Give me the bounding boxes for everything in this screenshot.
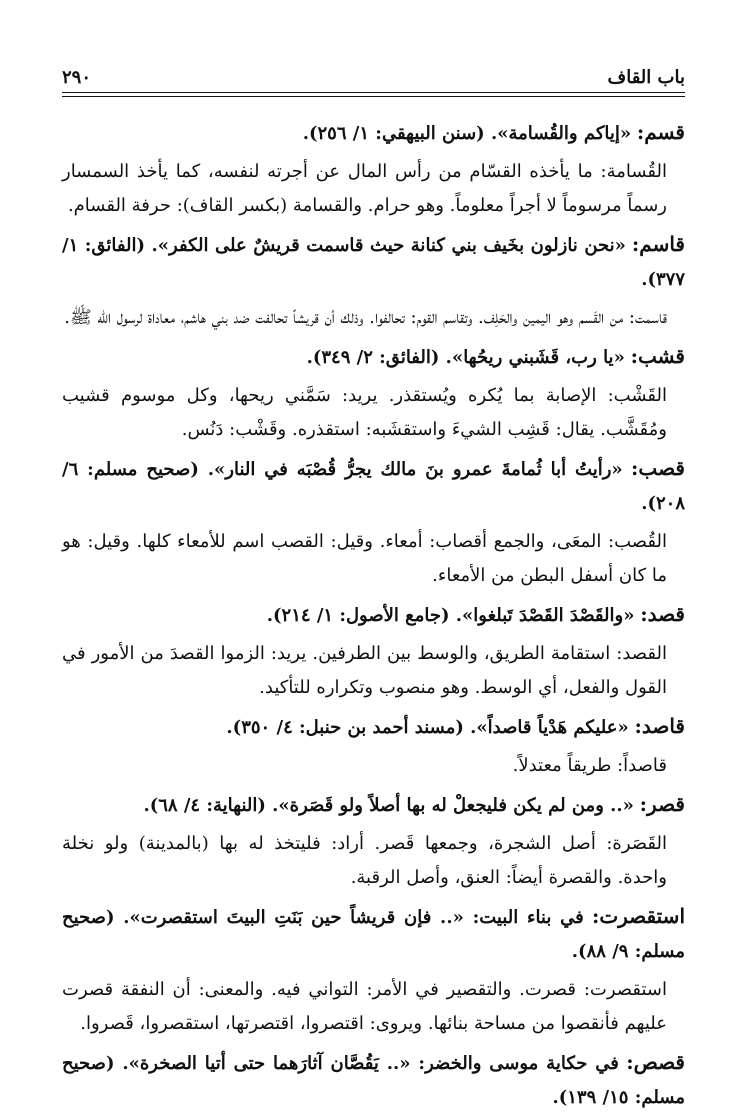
hadith-text: في حكاية موسى والخضر: «.. يَقُصَّان آثارَهما حتى أتيا الصخرة». (صحيح مسلم: ١٥/ ١٣٩). — [62, 1053, 685, 1108]
hadith-text: في بناء البيت: «.. فإن قريشاً حين بَنَتِ البيتَ استقصرت». (صحيح مسلم: ٩/ ٨٨). — [62, 907, 685, 962]
entry-qasd — [62, 597, 685, 633]
entry-qasama — [62, 115, 685, 151]
entry-qasid — [62, 709, 685, 745]
entry-istaqsarat — [62, 899, 685, 969]
headword: قصب: — [631, 456, 685, 480]
hadith-text: «عليكم هَدْياً قاصداً». (مسند أحمد بن حنبل: ٤/ ٣٥٠). — [226, 717, 629, 738]
definition: القَشْب: الإصابة بما يُكره ويُستقذر. يريد: سَمَّني ريحها، وكل موسوم قشيب ومُقَشَّب. يقال: قَشِب الشيءَ واستقشَبه: استقذره. وقَشْب: دَنُس. — [62, 385, 667, 440]
headword: قاصد: — [634, 714, 685, 738]
chapter-title: باب القاف — [607, 67, 685, 88]
headword: قشب: — [630, 344, 685, 368]
running-header — [62, 60, 685, 88]
definition: القَصَرة: أصل الشجرة، وجمعها قَصر. أراد: فليتخذ له بها (بالمدينة) ولو نخلة واحدة. والقصرة أيضاً: العنق، وأصل الرقبة. — [62, 833, 667, 888]
header-rule-secondary — [62, 96, 685, 97]
headword: قاسم: — [631, 232, 685, 256]
page-body — [62, 115, 685, 1115]
entry-qasim — [62, 227, 685, 297]
headword: قصص: — [626, 1050, 685, 1074]
hadith-text: «يا رب، قَشَبني ريحُها». (الفائق: ٢/ ٣٤٩). — [306, 347, 625, 368]
entry-qashab — [62, 339, 685, 375]
hadith-text: «إياكم والقُسامة». (سنن البيهقي: ١/ ٢٥٦). — [302, 123, 632, 144]
headword: قصر: — [639, 792, 685, 816]
hadith-text: «نحن نازلون بخَيف بني كنانة حيث قاسمت قريشٌ على الكفر». (الفائق: ١/ ٣٧٧). — [62, 235, 685, 290]
headword: قصد: — [640, 602, 685, 626]
definition: القُصب: المعَى، والجمع أقصاب: أمعاء. وقيل: القصب اسم للأمعاء كلها. وقيل: هو ما كان أسفل البطن من الأمعاء. — [62, 531, 667, 586]
entry-qasas — [62, 1045, 685, 1115]
entry-qasr — [62, 787, 685, 823]
header-rule — [62, 92, 685, 93]
definition: قاسمت: من القَسم وهو اليمين والحَلِف. وتقاسم القوم: تحالفوا. وذلك أن قريشاً تحالفت ضد بني هاشم، معاداة لرسول الله ﷺ. — [64, 307, 667, 328]
headword: استقصرت: — [591, 904, 685, 928]
entry-qasab — [62, 451, 685, 521]
page-number: ٢٩٠ — [62, 67, 92, 88]
definition: القصد: استقامة الطريق، والوسط بين الطرفين. يريد: الزموا القصدَ من الأمور في القول والفعل، أي الوسط. وهو منصوب وتكراره للتأكيد. — [62, 643, 667, 698]
definition: قاصداً: طريقاً معتدلاً. — [512, 755, 667, 776]
definition: القُسامة: ما يأخذه القسّام من رأس المال عن أجرته لنفسه، كما يأخذ السمسار رسماً مرسوماً لا أجراً معلوماً. وهو حرام. والقسامة (بكسر القاف): حرفة القسام. — [62, 161, 667, 216]
headword: قسم: — [636, 120, 685, 144]
definition: استقصرت: قصرت. والتقصير في الأمر: التواني فيه. والمعنى: أن النفقة قصرت عليهم فأنقصوا من مساحة بنائها. ويروى: اقتصروا، اقتصرتها، استقصروا، قَصروا. — [62, 979, 667, 1034]
hadith-text: «والقَصْدَ القَصْدَ تَبلغوا». (جامع الأصول: ١/ ٢١٤). — [266, 605, 635, 626]
hadith-text: «.. ومن لم يكن فليجعلْ له بها أصلاً ولو قَصَرة». (النهاية: ٤/ ٦٨). — [143, 795, 634, 816]
hadith-text: «رأيتُ أبا ثُمامةَ عمرو بنَ مالك يجرُّ قُصْبَه في النار». (صحيح مسلم: ٦/ ٢٠٨). — [62, 459, 685, 514]
